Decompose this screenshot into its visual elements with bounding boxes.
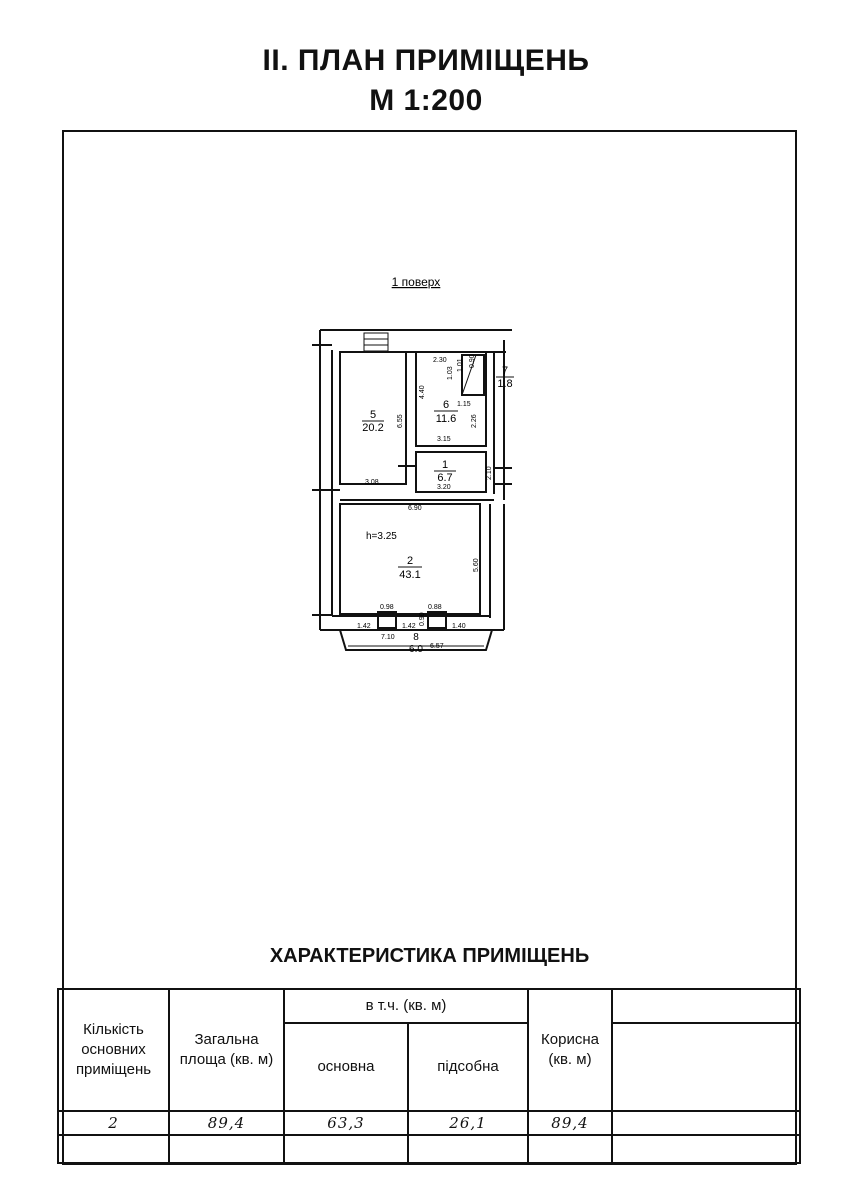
dim-label: 3.20 (437, 484, 451, 491)
characteristics-title: ХАРАКТЕРИСТИКА ПРИМІЩЕНЬ (269, 945, 590, 967)
dim-label: 0.88 (428, 604, 442, 611)
room-1-number: 1 (441, 459, 449, 471)
room-7-number: 7 (501, 365, 509, 377)
empty-cell (58, 1135, 169, 1163)
dim-label: 0.90 (469, 354, 476, 368)
dim-label: 1.03 (447, 366, 454, 380)
value-total: 89,4 (169, 1111, 284, 1135)
value-main: 63,3 (284, 1111, 408, 1135)
dim-label: 5.60 (473, 558, 480, 572)
page-title: ІІ. ПЛАН ПРИМІЩЕНЬ (262, 44, 590, 77)
dim-label: 7.10 (381, 634, 395, 641)
dim-label: 1.15 (457, 401, 471, 408)
floor-label: 1 поверх (391, 275, 441, 289)
height-label: h=3.25 (366, 531, 397, 542)
value-count: 2 (58, 1111, 169, 1135)
room-5-number: 5 (369, 409, 377, 421)
value-useful: 89,4 (528, 1111, 612, 1135)
dim-label: 1.42 (402, 623, 416, 630)
dim-label: 2.10 (486, 466, 493, 480)
dim-label: 3.15 (437, 436, 451, 443)
room-2-area: 43.1 (399, 569, 421, 581)
dim-label: 2.30 (433, 357, 447, 364)
room-5-area: 20.2 (362, 422, 384, 434)
empty-cell (169, 1135, 284, 1163)
room-2-number: 2 (406, 555, 414, 567)
room-6-area: 11.6 (435, 413, 457, 425)
value-aux: 26,1 (408, 1111, 528, 1135)
dim-label: 6.90 (408, 505, 422, 512)
header-aux: підсобна (408, 1023, 528, 1111)
header-count: Кількість основних приміщень (58, 989, 169, 1111)
empty-cell (612, 1111, 800, 1135)
room-8-area: 6.0 (409, 644, 423, 655)
stairs (364, 333, 388, 351)
dim-label: 2.26 (471, 414, 478, 428)
scale-label: М 1:200 (369, 84, 483, 117)
room-8-number: 8 (413, 632, 419, 643)
room-7-area: 1.8 (497, 378, 513, 390)
dim-label: 0.90 (419, 612, 426, 626)
empty-cell (528, 1135, 612, 1163)
empty-cell (612, 1135, 800, 1163)
header-main: основна (284, 1023, 408, 1111)
dim-label: 3.08 (365, 479, 379, 486)
characteristics-table (57, 988, 801, 1164)
empty-cell (284, 1135, 408, 1163)
empty-cell (612, 1023, 800, 1111)
header-total: Загальна площа (кв. м) (169, 989, 284, 1111)
dim-label: 4.40 (419, 385, 426, 399)
dim-label: 1.42 (357, 623, 371, 630)
header-useful: Корисна (кв. м) (528, 989, 612, 1111)
empty-cell (408, 1135, 528, 1163)
room-6-number: 6 (442, 399, 450, 411)
dim-label: 1.01 (457, 358, 464, 372)
header-incl: в т.ч. (кв. м) (284, 989, 528, 1023)
empty-cell (612, 989, 800, 1023)
room-1-area: 6.7 (437, 472, 453, 484)
dim-label: 0.98 (380, 604, 394, 611)
dim-label: 6.57 (430, 643, 444, 650)
dim-label: 6.55 (397, 414, 404, 428)
dim-label: 1.40 (452, 623, 466, 630)
